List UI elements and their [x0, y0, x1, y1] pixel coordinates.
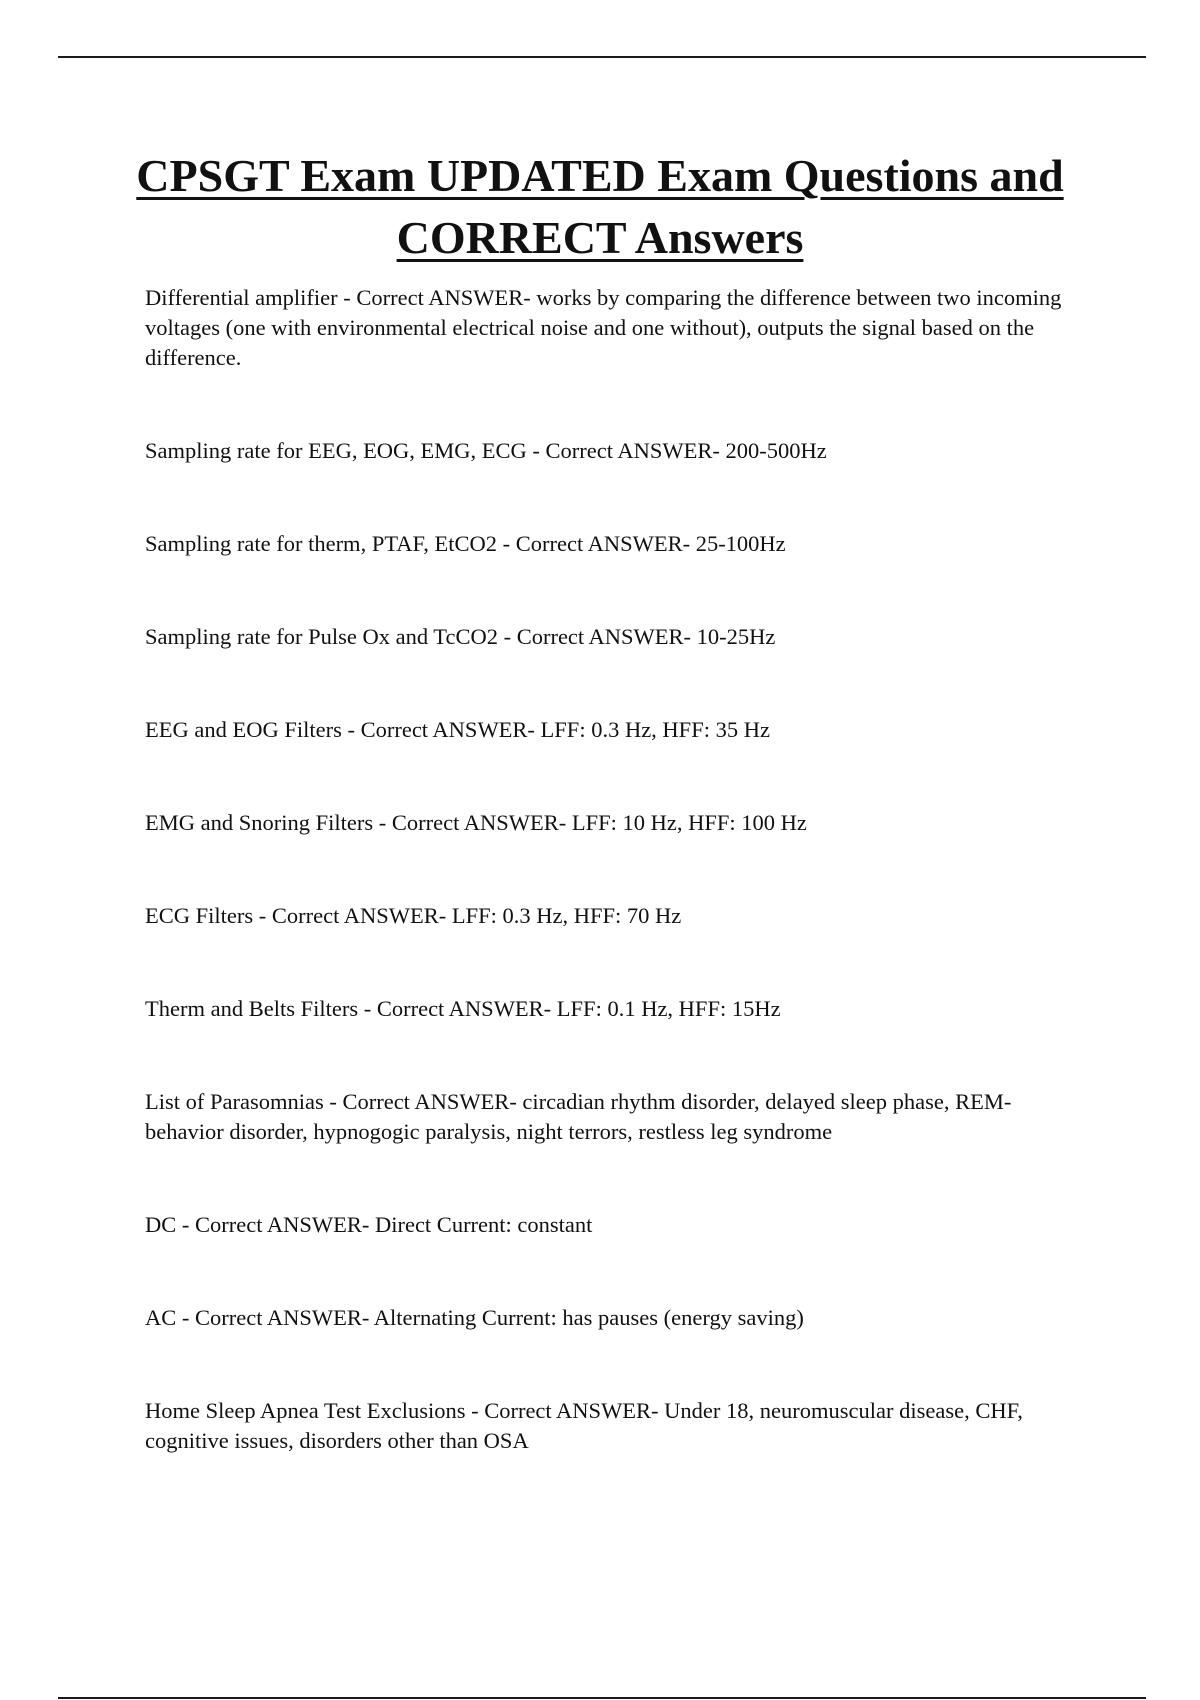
qa-item-emg-snoring-filters: EMG and Snoring Filters - Correct ANSWER- LFF: 10 Hz, HFF: 100 Hz — [145, 810, 807, 835]
qa-item-home-sleep-apnea: Home Sleep Apnea Test Exclusions - Correct ANSWER- Under 18, neuromuscular disease, CHF, cognitive issues, disorders other than OSA — [145, 1398, 1023, 1453]
document-title: CPSGT Exam UPDATED Exam Questions and CORRECT Answers — [136, 150, 1064, 263]
qa-item-dc: DC - Correct ANSWER- Direct Current: constant — [145, 1212, 593, 1237]
qa-list — [145, 283, 1090, 1456]
qa-item-sampling-rate-eeg: Sampling rate for EEG, EOG, EMG, ECG - Correct ANSWER- 200-500Hz — [145, 438, 827, 463]
qa-item-differential-amplifier: Differential amplifier - Correct ANSWER- works by comparing the difference between two incoming voltages (one with environmental electrical noise and one without), outputs the signal based on the difference. — [145, 285, 1062, 370]
qa-item-eeg-eog-filters: EEG and EOG Filters - Correct ANSWER- LFF: 0.3 Hz, HFF: 35 Hz — [145, 717, 770, 742]
qa-item-therm-belts-filters: Therm and Belts Filters - Correct ANSWER- LFF: 0.1 Hz, HFF: 15Hz — [145, 996, 781, 1021]
qa-item-ecg-filters: ECG Filters - Correct ANSWER- LFF: 0.3 Hz, HFF: 70 Hz — [145, 903, 682, 928]
qa-item-parasomnias: List of Parasomnias - Correct ANSWER- circadian rhythm disorder, delayed sleep phase, REM-behavior disorder, hypnogogic paralysis, night terrors, restless leg syndrome — [145, 1089, 1012, 1144]
qa-item-ac: AC - Correct ANSWER- Alternating Current: has pauses (energy saving) — [145, 1305, 804, 1330]
bottom-divider — [58, 1697, 1146, 1699]
qa-item-sampling-rate-therm: Sampling rate for therm, PTAF, EtCO2 - Correct ANSWER- 25-100Hz — [145, 531, 786, 556]
top-divider — [58, 56, 1146, 58]
qa-item-sampling-rate-pulse-ox: Sampling rate for Pulse Ox and TcCO2 - Correct ANSWER- 10-25Hz — [145, 624, 776, 649]
